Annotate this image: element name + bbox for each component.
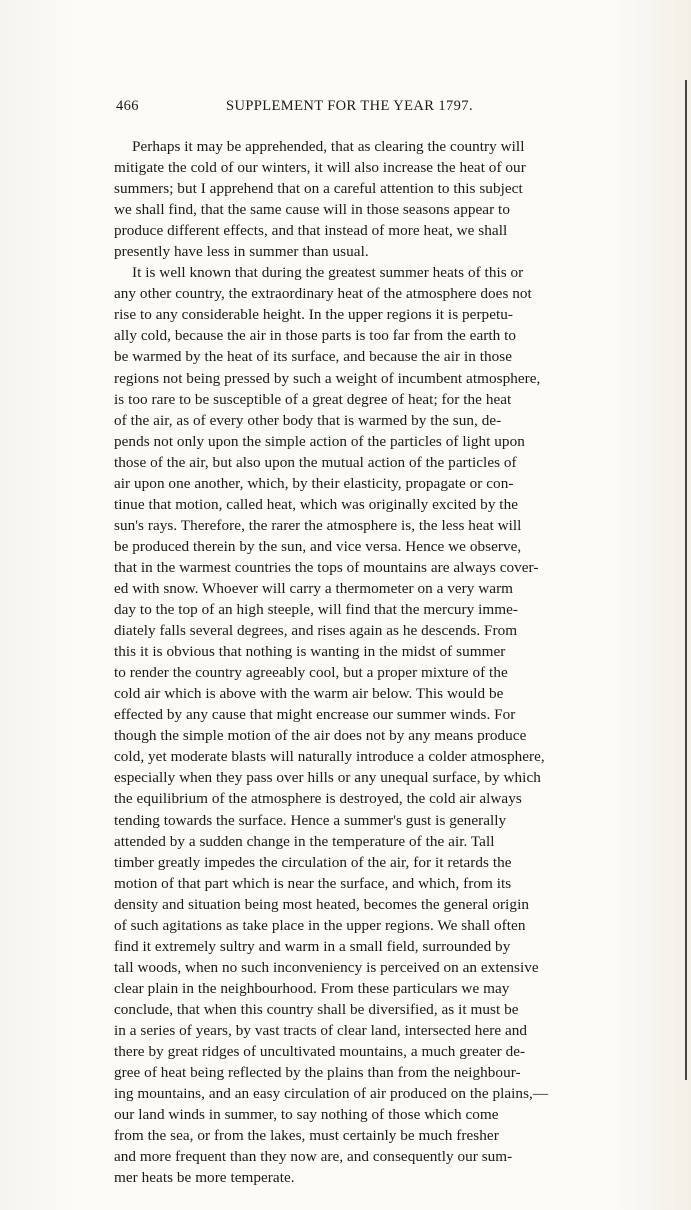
text-line: especially when they pass over hills or any unequal surface, by which: [114, 769, 541, 787]
text-line: ing mountains, and an easy circulation of air produced on the plains,—: [114, 1085, 549, 1103]
text-line: find it extremely sultry and warm in a small field, surrounded by: [114, 937, 511, 955]
text-line: clear plain in the neighbourhood. From these particulars we may: [114, 979, 510, 997]
text-line: diately falls several degrees, and rises again as he descends. From: [114, 622, 518, 640]
text-line: of such agitations as take place in the upper regions. We shall often: [114, 916, 526, 934]
text-line: It is well known that during the greatest summer heats of this or: [132, 264, 524, 282]
text-line: of the air, as of every other body that is warmed by the sun, de-: [114, 411, 502, 429]
text-line: rise to any considerable height. In the upper regions it is perpetu-: [114, 306, 514, 324]
text-line: those of the air, but also upon the mutual action of the particles of: [114, 453, 517, 471]
page-number: 466: [116, 98, 139, 114]
text-line: conclude, that when this country shall be diversified, as it must be: [114, 1000, 519, 1018]
text-line: air upon one another, which, by their elasticity, propagate or con-: [114, 474, 514, 492]
text-line: any other country, the extraordinary heat of the atmosphere does not: [114, 285, 532, 303]
text-line: day to the top of an high steeple, will find that the mercury imme-: [114, 601, 519, 619]
text-line: that in the warmest countries the tops of mountains are always cover-: [114, 558, 539, 576]
text-line: timber greatly impedes the circulation of the air, for it retards the: [114, 853, 512, 871]
text-line: motion of that part which is near the surface, and which, from its: [114, 874, 512, 892]
text-line: density and situation being most heated, becomes the general origin: [114, 895, 529, 913]
text-line: is too rare to be susceptible of a great degree of heat; for the heat: [114, 390, 512, 408]
running-head: SUPPLEMENT FOR THE YEAR 1797.: [226, 98, 473, 114]
text-line: mitigate the cold of our winters, it will also increase the heat of our: [114, 159, 526, 177]
text-line: be produced therein by the sun, and vice versa. Hence we observe,: [114, 537, 522, 555]
text-line: there by great ridges of uncultivated mountains, a much greater de-: [114, 1043, 526, 1061]
text-line: to render the country agreeably cool, but a proper mixture of the: [114, 664, 508, 682]
text-line: the equilibrium of the atmosphere is destroyed, the cold air always: [114, 790, 522, 808]
text-line: be warmed by the heat of its surface, and because the air in those: [114, 348, 513, 366]
text-line: gree of heat being reflected by the plains than from the neighbour-: [114, 1064, 521, 1082]
text-line: from the sea, or from the lakes, must certainly be much fresher: [114, 1127, 499, 1145]
text-line: tall woods, when no such inconveniency is perceived on an extensive: [114, 958, 539, 976]
text-line: attended by a sudden change in the temperature of the air. Tall: [114, 832, 495, 850]
text-line: we shall find, that the same cause will in those seasons appear to: [114, 201, 510, 219]
text-line: produce different effects, and that instead of more heat, we shall: [114, 222, 508, 240]
text-line: though the simple motion of the air does not by any means produce: [114, 727, 527, 745]
text-line: mer heats be more temperate.: [114, 1169, 295, 1187]
text-line: pends not only upon the simple action of the particles of light upon: [114, 432, 525, 450]
text-line: summers; but I apprehend that on a careful attention to this subject: [114, 180, 523, 198]
text-line: cold air which is above with the warm air below. This would be: [114, 685, 504, 703]
text-line: cold, yet moderate blasts will naturally introduce a colder atmosphere,: [114, 748, 545, 766]
text-line: our land winds in summer, to say nothing of those which come: [114, 1106, 499, 1124]
text-line: sun's rays. Therefore, the rarer the atmosphere is, the less heat will: [114, 516, 522, 534]
page-header: [116, 98, 596, 122]
body-text: [114, 136, 688, 1188]
text-line: in a series of years, by vast tracts of clear land, intersected here and: [114, 1021, 528, 1039]
text-line: this it is obvious that nothing is wanting in the midst of summer: [114, 643, 506, 661]
text-line: regions not being pressed by such a weight of incumbent atmosphere,: [114, 369, 541, 387]
text-line: tinue that motion, called heat, which was originally excited by the: [114, 495, 519, 513]
text-line: and more frequent than they now are, and consequently our sum-: [114, 1148, 513, 1166]
text-line: ed with snow. Whoever will carry a thermometer on a very warm: [114, 579, 514, 597]
text-line: presently have less in summer than usual.: [114, 243, 369, 261]
text-line: ally cold, because the air in those parts is too far from the earth to: [114, 327, 517, 345]
text-line: effected by any cause that might encrease our summer winds. For: [114, 706, 516, 724]
text-line: Perhaps it may be apprehended, that as clearing the country will: [132, 138, 525, 155]
text-line: tending towards the surface. Hence a summer's gust is generally: [114, 811, 507, 829]
